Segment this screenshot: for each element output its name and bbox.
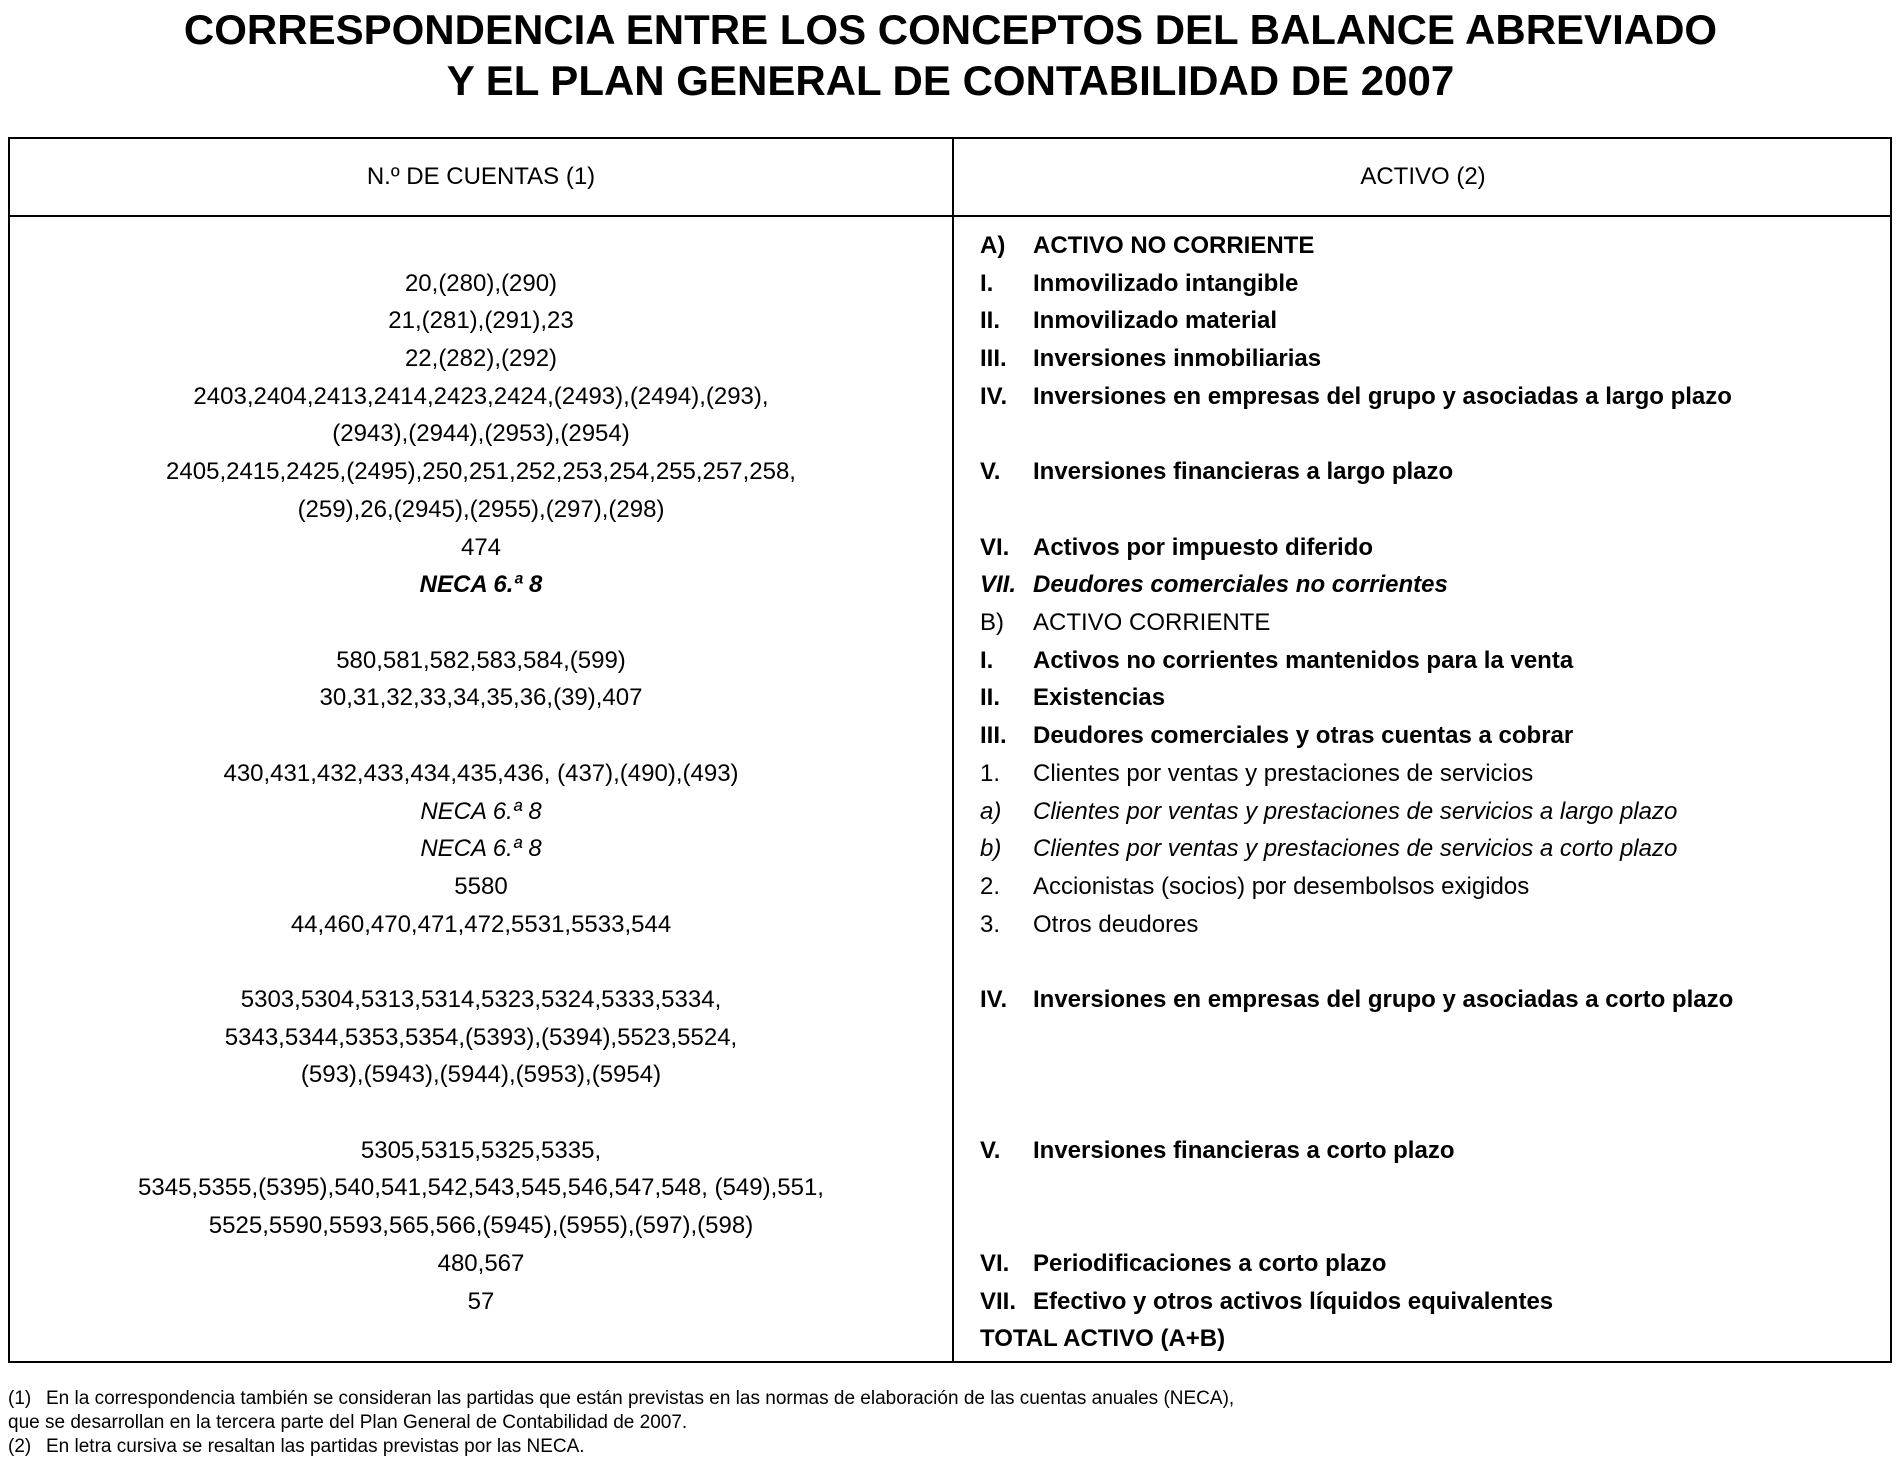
page-title bbox=[0, 4, 1901, 106]
account-line: 22,(282),(292) bbox=[404, 345, 558, 373]
row-accounts bbox=[10, 302, 952, 340]
row-label: Deudores comerciales no corrientes bbox=[1033, 571, 1448, 599]
row-label: Activos por impuesto diferido bbox=[1033, 533, 1374, 561]
row-code: II. bbox=[980, 307, 1001, 335]
account-line: 430,431,432,433,434,435,436, (437),(490),(493) bbox=[223, 759, 739, 787]
row-label: Clientes por ventas y prestaciones de servicios a corto plazo bbox=[1033, 835, 1678, 863]
footnote bbox=[8, 1411, 1234, 1435]
row-code: I. bbox=[980, 269, 994, 297]
account-line: 5525,5590,5593,565,566,(5945),(5955),(597),(598) bbox=[208, 1212, 754, 1240]
correspondence-table bbox=[8, 137, 1892, 1363]
row-label: Inversiones en empresas del grupo y asociadas a largo plazo bbox=[1033, 382, 1732, 410]
row-accounts bbox=[10, 1132, 952, 1245]
row-label: Inversiones inmobiliarias bbox=[1033, 345, 1322, 373]
row-code: A) bbox=[980, 232, 1006, 259]
row-code: V. bbox=[980, 1136, 1001, 1164]
header-divider bbox=[10, 215, 1890, 217]
account-line: 480,567 bbox=[437, 1249, 525, 1277]
row-accounts bbox=[10, 566, 952, 604]
row-code: III. bbox=[980, 722, 1007, 750]
row-accounts bbox=[10, 679, 952, 717]
row-label: Activos no corrientes mantenidos para la venta bbox=[1033, 646, 1574, 674]
row-label: Inversiones financieras a corto plazo bbox=[1033, 1136, 1455, 1164]
row-accounts bbox=[10, 453, 952, 528]
account-line: 44,460,470,471,472,5531,5533,544 bbox=[290, 910, 672, 938]
row-code: II. bbox=[980, 684, 1001, 712]
account-line: NECA 6.ª 8 bbox=[420, 797, 542, 825]
row-label: Deudores comerciales y otras cuentas a cobrar bbox=[1033, 722, 1574, 750]
row-accounts bbox=[10, 265, 952, 303]
row-label: Clientes por ventas y prestaciones de servicios bbox=[1033, 759, 1534, 787]
row-code: b) bbox=[980, 835, 1002, 863]
total-label: TOTAL ACTIVO (A+B) bbox=[980, 1325, 1226, 1353]
row-label: Clientes por ventas y prestaciones de servicios a largo plazo bbox=[1033, 797, 1678, 825]
footnote bbox=[8, 1435, 1234, 1459]
account-line: (2943),(2944),(2953),(2954) bbox=[332, 420, 630, 448]
account-line: NECA 6.ª 8 bbox=[420, 835, 542, 863]
row-code: I. bbox=[980, 646, 994, 674]
row-accounts bbox=[10, 1283, 952, 1321]
row-code: VII. bbox=[980, 1287, 1017, 1315]
account-line: 2405,2415,2425,(2495),250,251,252,253,254,255,257,258, bbox=[166, 458, 796, 486]
footnote-text: En letra cursiva se resaltan las partidas previstas por las NECA. bbox=[46, 1436, 585, 1457]
footnote-number: (2) bbox=[8, 1436, 32, 1457]
row-code: IV. bbox=[980, 986, 1008, 1013]
account-line: 5303,5304,5313,5314,5323,5324,5333,5334, bbox=[240, 986, 722, 1013]
header-accounts: N.º DE CUENTAS (1) bbox=[366, 163, 596, 190]
row-label: Inmovilizado material bbox=[1033, 307, 1278, 335]
row-label: Otros deudores bbox=[1033, 910, 1199, 938]
row-code: V. bbox=[980, 458, 1001, 486]
row-accounts bbox=[10, 981, 952, 1094]
account-line: 57 bbox=[467, 1287, 495, 1315]
row-accounts bbox=[10, 868, 952, 906]
row-code: IV. bbox=[980, 382, 1008, 410]
title-line-2: Y EL PLAN GENERAL DE CONTABILIDAD DE 2007 bbox=[446, 57, 1455, 104]
account-line: 5305,5315,5325,5335, bbox=[360, 1136, 602, 1164]
row-label: ACTIVO NO CORRIENTE bbox=[1033, 232, 1315, 259]
footnote bbox=[8, 1387, 1234, 1411]
row-accounts bbox=[10, 906, 952, 944]
account-line: (259),26,(2945),(2955),(297),(298) bbox=[297, 495, 665, 523]
row-code: a) bbox=[980, 797, 1002, 825]
row-code: VI. bbox=[980, 533, 1010, 561]
row-label: Existencias bbox=[1033, 684, 1166, 712]
footnote-text: En la correspondencia también se consideran las partidas que están previstas en las normas de elaboración de las cuentas anuales (NECA), bbox=[46, 1388, 1235, 1409]
account-line: 20,(280),(290) bbox=[404, 269, 558, 297]
row-code: 1. bbox=[980, 759, 1001, 787]
row-accounts bbox=[10, 1245, 952, 1283]
account-line: 2403,2404,2413,2414,2423,2424,(2493),(2494),(293), bbox=[193, 382, 769, 410]
account-line: 21,(281),(291),23 bbox=[388, 307, 574, 335]
row-accounts bbox=[10, 340, 952, 378]
row-label: Inversiones financieras a largo plazo bbox=[1033, 458, 1454, 486]
row-accounts bbox=[10, 529, 952, 567]
row-accounts bbox=[10, 793, 952, 831]
footnotes bbox=[8, 1387, 1234, 1459]
account-line: NECA 6.ª 8 bbox=[419, 571, 543, 599]
row-label: Inversiones en empresas del grupo y asociadas a corto plazo bbox=[1033, 986, 1734, 1013]
row-code: III. bbox=[980, 345, 1007, 373]
row-label: Inmovilizado intangible bbox=[1033, 269, 1299, 297]
account-line: 30,31,32,33,34,35,36,(39),407 bbox=[319, 684, 643, 712]
account-line: 474 bbox=[460, 533, 502, 561]
row-code: VI. bbox=[980, 1249, 1010, 1277]
row-label: Periodificaciones a corto plazo bbox=[1033, 1249, 1387, 1277]
account-line: (593),(5943),(5944),(5953),(5954) bbox=[300, 1061, 662, 1089]
account-line: 5345,5355,(5395),540,541,542,543,545,546,547,548, (549),551, bbox=[138, 1174, 824, 1202]
row-code: 2. bbox=[980, 872, 1001, 900]
column-divider bbox=[952, 139, 954, 1361]
row-label: Accionistas (socios) por desembolsos exigidos bbox=[1033, 872, 1530, 900]
account-line: 5580 bbox=[454, 872, 508, 900]
row-accounts bbox=[10, 830, 952, 868]
row-label: Efectivo y otros activos líquidos equivalentes bbox=[1033, 1287, 1554, 1315]
account-line: 5343,5344,5353,5354,(5393),(5394),5523,5524, bbox=[224, 1023, 738, 1051]
row-accounts bbox=[10, 755, 952, 793]
title-line-1: CORRESPONDENCIA ENTRE LOS CONCEPTOS DEL BALANCE ABREVIADO bbox=[183, 6, 1718, 53]
row-accounts bbox=[10, 378, 952, 453]
row-code: 3. bbox=[980, 910, 1001, 938]
row-label: ACTIVO CORRIENTE bbox=[1033, 609, 1271, 636]
header-assets: ACTIVO (2) bbox=[1360, 163, 1486, 190]
footnote-number: (1) bbox=[8, 1388, 32, 1409]
footnote-text: que se desarrollan en la tercera parte del Plan General de Contabilidad de 2007. bbox=[8, 1412, 688, 1433]
row-code: VII. bbox=[980, 571, 1017, 599]
row-code: B) bbox=[980, 609, 1004, 636]
row-accounts bbox=[10, 642, 952, 680]
account-line: 580,581,582,583,584,(599) bbox=[336, 646, 626, 674]
